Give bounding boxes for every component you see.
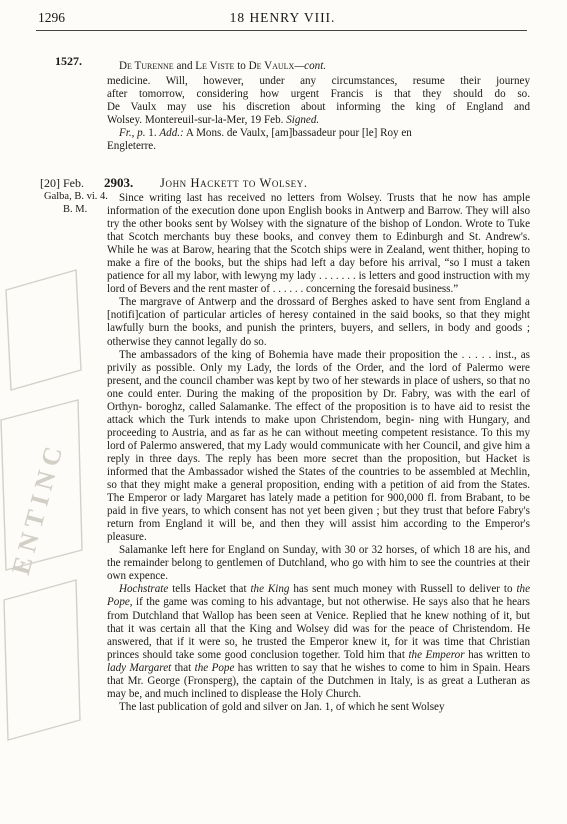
running-title: 18 HENRY VIII. xyxy=(229,10,336,25)
address-line: Engleterre. xyxy=(107,140,156,153)
body-paragraph: Salamanke left here for England on Sunday, with 30 or 32 horses, of which 18 are his, and the remainder belong to gentlemen of Dutchland, who go with him to see the countries at their own expence. xyxy=(107,544,530,583)
signed-note: Signed. xyxy=(286,114,320,127)
body-paragraph: Since writing last has received no letters from Wolsey. Trusts that he now has ample information of the execution done upon English books in Antwerp and Barrow. They will also try the other books sent by Wolsey with the signature of the bishop of London. Wrote to Tuke that Scotch merchants buy these books, and convey them to Edinburgh and St. Andrew's. While he was at Barow, hearing that the Scotch ships were in Zealand, went thither, hoping to make a fire of the books, but the ships had left a day before his arrival, “so I must a taken patience for all my labor, with lewyng my lady . . . . . . . is letters and good instruction with my lord of Bevers and the rent master of . . . . . . concerning the foresaid business.” xyxy=(107,192,530,296)
continued-heading: De Turenne and Le Viste to De Vaulx—cont. xyxy=(119,60,327,72)
header-rule xyxy=(36,30,527,31)
body-paragraph: Hochstrate tells Hacket that the King has sent much money with Russell to deliver to the Pope, if the game was coming to his advantage, but not otherwise. He says also that he hears from Dutchland that Wallop has been seen at Venice. Replied that he knew nothing of it, but that it was certain all that the King and Wolsey did was for the peace of Christendom. He answered, that if it were so, he trusted the Emperor knew it, for it was time that Christian princes should take some good conclusion together. Told him that the Emperor has written to lady Margaret that the Pope has written to say that he wishes to come to him in Spain. Hears that Mr. George (Fronsperg), the captain of the Dutchmen in Italy, is as great a Lutheran as may be, and much inclined to displease the Holy Church. xyxy=(107,583,530,700)
page-number: 1296 xyxy=(38,10,65,25)
continued-line: medicine. Will, however, under any circumstances, resume their journey xyxy=(107,75,530,88)
continued-line: Wolsey. Montereuil-sur-la-Mer, 19 Feb. Signed. xyxy=(107,114,320,127)
year-label: 1527. xyxy=(55,54,82,68)
watermark-text: ENTINC xyxy=(6,437,70,578)
continued-line: after tomorrow, considering how urgent Francis is that they should do so. xyxy=(107,88,530,101)
body-paragraph: The ambassadors of the king of Bohemia have made their proposition the . . . . . inst., as privily as possible. Only my Lady, the lords of the Order, and the lord of Palermo were present, and the council chamber was kept by two of her stewards in place of ushers, so that no one could enter. During the making of the proposition by Dr. Fabry, was with the earl of Orthyn- boroghz, called Salamanke. The effect of the proposition is to have aid to resist the attack which the Turk intends to make upon Christendom, begin- ning with Hungary, and proceeding to Austria, and as far as he can without meeting competent resistance. To this my lord of Palermo answered, that my Lady would communicate with her Council, and give him a reply in three days. The reply has been more secret than the proposition, but Hacket is informed that the Ambassador wished the States of the countries to be assembled at Mechlin, so that they might make a general proposition, ending with a petition of aid from the States. The Emperor or lady Margaret has lately made a petition for 900,000 fl. from Brabant, to be paid in five years, to which consent has not yet been given ; but they trust that before Fabry's return from England it will be, and then they will assist him according to the Emperor's pleasure. xyxy=(107,348,530,544)
continued-letter xyxy=(107,60,530,153)
document-title: John Hackett to Wolsey. xyxy=(160,176,308,190)
running-header xyxy=(38,10,527,28)
address-line: Fr., p. 1. Add.: A Mons. de Vaulx, [am]bassadeur pour [le] Roy en xyxy=(119,127,412,140)
body-paragraph: The margrave of Antwerp and the drossard of Berghes asked to have sent from England a [notifi]cation of particular articles of heresy contained in the said books, so that they might lawfully burn the books, and punish the printers, buyers, and sellers, in body and goods ; otherwise they cannot legally do so. xyxy=(107,296,530,348)
body-paragraph: The last publication of gold and silver on Jan. 1, of which he sent Wolsey xyxy=(119,700,445,713)
manuscript-reference: Galba, B. vi. 4. xyxy=(44,191,108,202)
archive-reference: B. M. xyxy=(63,204,88,215)
letter-body xyxy=(107,192,530,714)
document-date: [20] Feb. xyxy=(40,176,84,190)
continued-line: De Vaulx may use his discretion about informing the king of England and xyxy=(107,101,530,114)
watermark-stamp xyxy=(0,250,96,750)
document-number: 2903. xyxy=(104,175,134,190)
